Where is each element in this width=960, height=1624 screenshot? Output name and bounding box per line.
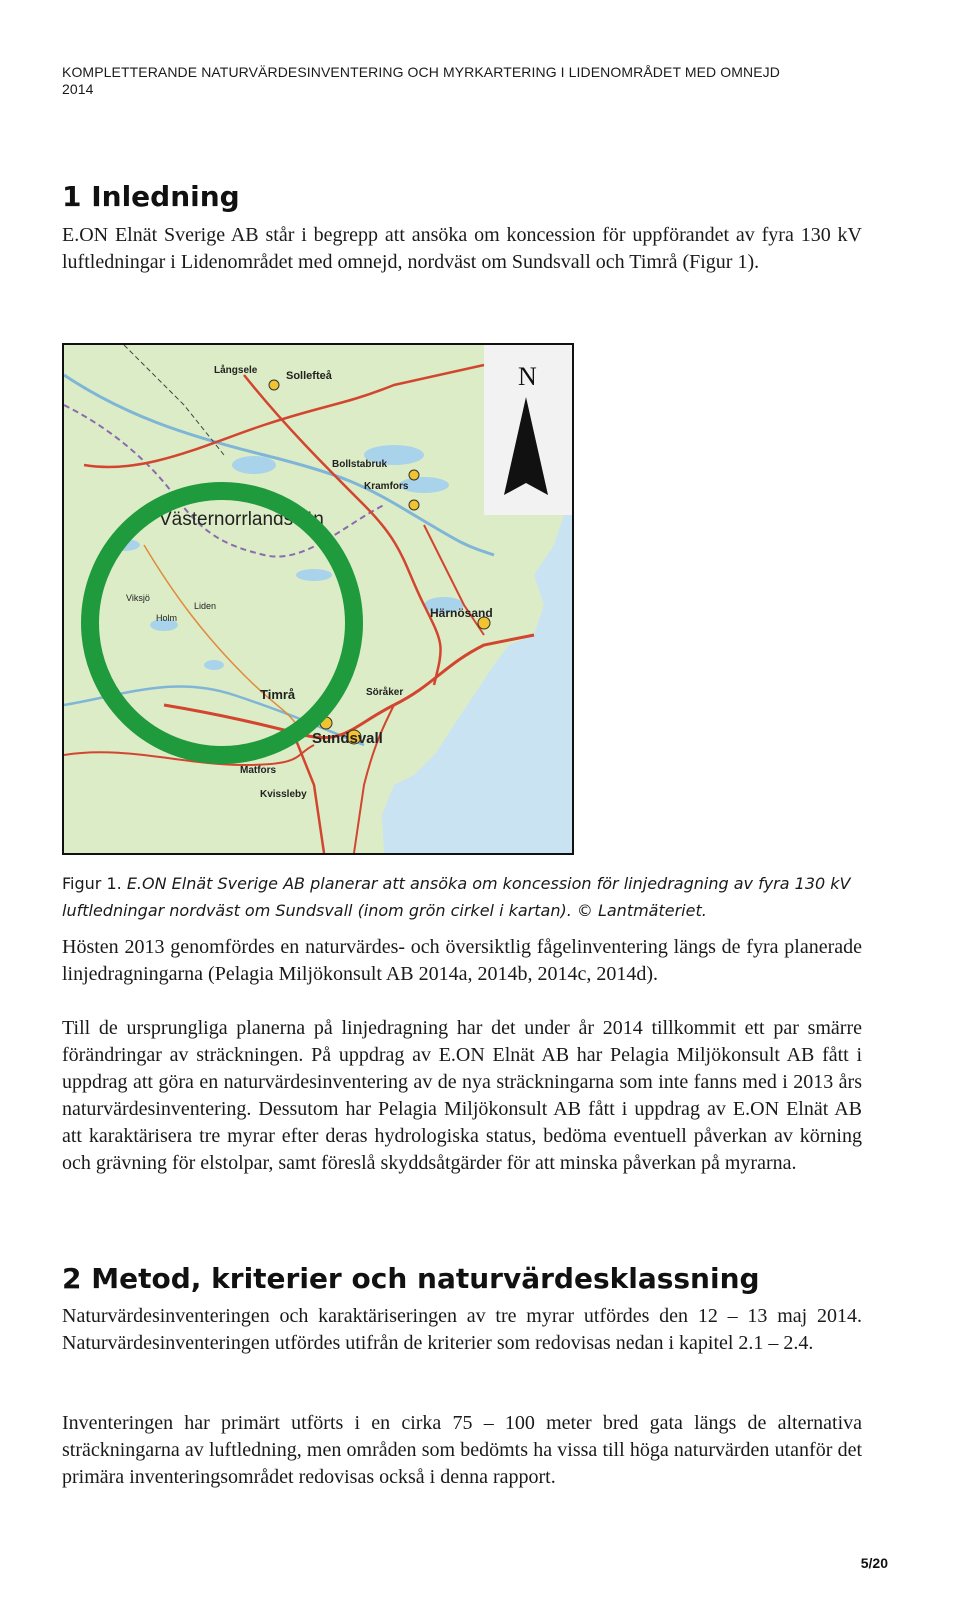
page-header [62,64,902,98]
section-heading-metod: 2 Metod, kriterier och naturvärdesklassning [62,1262,760,1295]
header-title: KOMPLETTERANDE NATURVÄRDESINVENTERING OCH MYRKARTERING I LIDENOMRÅDET MED OMNEJD [62,64,780,80]
map-label-matfors: Matfors [240,765,277,776]
map-label-holm: Holm [156,613,178,623]
map-label-sundsvall: Sundsvall [312,730,383,747]
intro-paragraph: E.ON Elnät Sverige AB står i begrepp att ansöka om koncession för uppförandet av fyra 130 kV luftledningar i Lidenområdet med omnejd, nordväst om Sundsvall och Timrå (Figur 1). [62,224,862,273]
map-figure [62,343,574,855]
caption-label: Figur 1. [62,874,122,893]
paragraph-autumn-inventory: Hösten 2013 genomfördes en naturvärdes- och översiktlig fågelinventering längs de fyra planerade linjedragningarna (Pelagia Miljökonsult AB 2014a, 2014b, 2014c, 2014d). [62,936,862,985]
north-label: N [518,362,537,391]
page-number: 5/20 [860,1555,888,1571]
map-label-kvissleby: Kvissleby [260,789,307,800]
map-label-vasternorrland: Västernorrlands län [159,509,324,530]
figure-caption [62,870,872,924]
map-label-kramfors: Kramfors [364,481,409,492]
header-year: 2014 [62,81,94,97]
paragraph-changes: Till de ursprungliga planerna på linjedragning har det under år 2014 tillkommit ett par smärre förändringar av sträckningen. På uppdrag av E.ON Elnät AB har Pelagia Miljökonsult AB fått i uppdrag att göra en naturvärdesinventering av de nya sträckningarna som inte fanns med i 2013 års naturvärdesinventering. Dessutom har Pelagia Miljökonsult AB fått i uppdrag av E.ON Elnät AB att karaktärisera tre myrar efter deras hydrologiska status, bedöma eventuell påverkan av körning och grävning för elstolpar, samt föreslå skyddsåtgärder för att minska påverkan på myrarna. [62,1017,862,1174]
map-label-solleftea: Sollefteå [286,370,332,382]
paragraph-inventory-area: Inventeringen har primärt utförts i en cirka 75 – 100 meter bred gata längs de alternativa sträckningarna av luftledning, men områden som bedömts ha vissa till höga naturvärden utanför det primära inventeringsområdet redovisas också i denna rapport. [62,1412,862,1488]
map-label-liden: Liden [194,601,217,611]
map-image [64,345,572,853]
section-heading-inledning: 1 Inledning [62,180,240,213]
map-label-soraker: Söråker [366,687,404,698]
caption-text: E.ON Elnät Sverige AB planerar att ansöka om koncession för linjedragning av fyra 130 kV luftledningar nordväst om Sundsvall (inom grön cirkel i kartan). © Lantmäteriet. [62,874,851,920]
map-label-viksjo: Viksjö [126,593,150,603]
map-label-langsele: Långsele [214,365,258,376]
map-label-bollstabruk: Bollstabruk [332,459,388,470]
map-label-timra: Timrå [260,687,296,702]
paragraph-method: Naturvärdesinventeringen och karaktäriseringen av tre myrar utfördes den 12 – 13 maj 2014. Naturvärdesinventeringen utfördes utifrån de kriterier som redovisas nedan i kapitel 2.1 – 2.4. [62,1305,862,1354]
map-label-harnosand: Härnösand [430,606,493,620]
